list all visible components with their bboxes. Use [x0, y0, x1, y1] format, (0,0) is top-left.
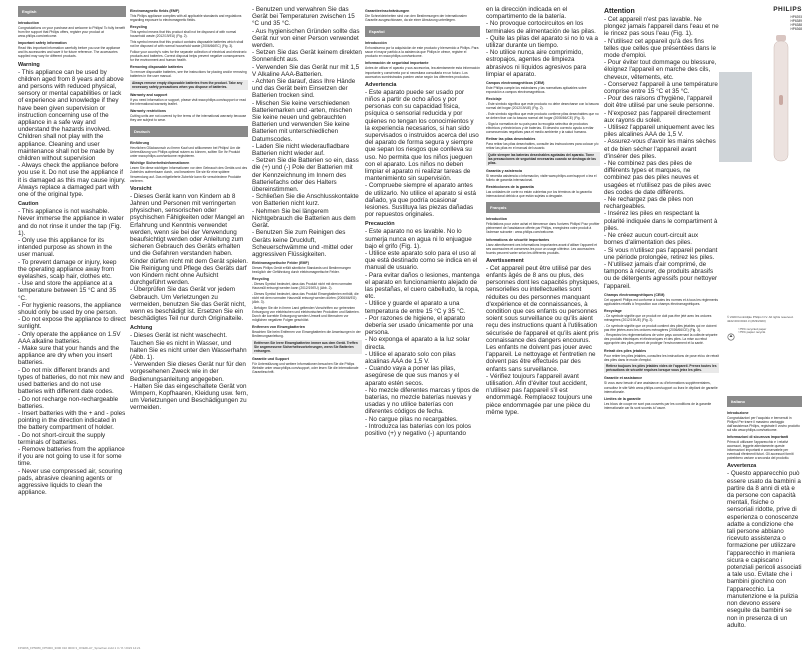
caution-item: - Do not expose the appliance to direct sunlight. — [18, 316, 126, 331]
avertissement-heading: Avertissement — [486, 257, 524, 264]
caution-item: - Do not recharge non-rechargeable batteries. — [18, 395, 119, 410]
attention-item: - N'utilisez jamais d'air comprimé, de tampons à récurer, de produits abrasifs ou de détergents agressifs pour nettoyer l'appareil. — [604, 260, 718, 290]
retirar-note: Quite siempre las baterías desechables agotadas del aparato. Tome las precauciones de seguridad necesarias cuando se deshaga de las pilas. — [486, 152, 600, 166]
recycling-heading-de: Recycling — [252, 277, 269, 282]
caution-item: - Insert batteries with the + and - poles pointing in the direction indicated in the battery compartment of holder. — [18, 409, 126, 432]
garantie-text-fr: Si vous avez besoin d'une assistance ou d'informations supplémentaires, consultez le site Web www.philips.com/support ou lisez le dépliant de garantie internationale. — [604, 381, 718, 394]
attention-item: - Utilisez l'appareil uniquement avec les piles alcalines AAA de 1,5 V. — [604, 124, 715, 139]
precaucion-item: - No mezcle diferentes marcas y tipos de baterías, no mezcle baterías nuevas y usadas y no utilice baterías con diferentes códigos de fecha. — [365, 386, 480, 416]
cover-spacer — [727, 31, 802, 316]
attention-item: - N'exposez pas l'appareil directement aux rayons du soleil. — [604, 109, 711, 124]
column-german-spanish — [365, 6, 480, 636]
attention-item: - Ne combinez pas des piles de différents types et marques, ne combinez pas des piles neuves et usagées et n'utilisez pas de piles avec des codes de date différents. — [604, 160, 711, 196]
recycle-marks — [727, 328, 802, 346]
retirar-text: Para retirar las pilas desechables, consulte las instrucciones para colocar y/o retirar las pilas en el manual del usuario. — [486, 141, 599, 150]
caution-item: - Only use this appliance for its intended purpose as shown in the user manual. — [18, 237, 113, 259]
recycling-heading-es: Reciclaje — [486, 97, 502, 102]
vorsicht-list — [130, 193, 248, 323]
safety-heading-fr: Informations de sécurité importantes — [486, 237, 550, 242]
achtung-item: - Achten Sie darauf, dass Ihre Hände und das Gerät beim Einsetzen der Batterien trocken sind. — [252, 78, 356, 100]
language-header-french: Français — [486, 202, 600, 213]
attention-item: - Si vous n'utilisez pas l'appareil pendant une période prolongée, retirez les piles. — [604, 246, 718, 261]
precaucion-item: - Cuando vaya a poner las pilas, asegúrese de que sus manos y el aparato estén secos. — [365, 365, 460, 387]
language-header-italian: Italiano — [727, 396, 802, 407]
caution-item: - This appliance is not washable. Never immerse the appliance in water and do not rinse it under the tap (Fig. 1). — [18, 208, 124, 237]
precaucion-item: - No exponga el aparato a la luz solar directa. — [365, 336, 470, 351]
column-english-german — [130, 6, 248, 636]
intro-text-it: Congratulazioni per l'acquisto e benvenuti in Philips! Per trarre il massimo vantaggio dall'assistenza Philips, registrate il vostro prodotto sul sito www.philips.com/welcome. — [727, 415, 800, 432]
emf-heading: Electromagnetic fields (EMF) — [130, 9, 180, 13]
safety-text-fr: Lisez attentivement ces informations importantes avant d'utiliser l'appareil et ses accessoires et conservez-les pour un usage ultérieur. Les accessoires fournis peuvent varier selon les différents produits. — [486, 242, 598, 255]
intro-text-fr: Félicitations pour votre achat et bienvenue dans l'univers Philips! Pour profiter pleinement de l'assistance offerte par Philips, enregistrez votre produit à l'adresse suivante : www.philips.com/welcome. — [486, 222, 600, 235]
precaucion-item: - No cargue pilas no recargables. — [365, 415, 458, 423]
recycling-item-de: - Dieses Symbol bedeutet, dass das Produkt Einwegbatterien enthält, die nicht mit dem normalen Hausmüll entsorgt werden dürfen (2006/66/EG) (Abb. 3). — [252, 291, 359, 305]
column-english-1 — [18, 6, 126, 636]
avertissement-list — [486, 265, 600, 416]
warning-list — [18, 69, 126, 199]
caution-item: - Do not short-circuit the supply terminals of batteries. — [18, 431, 106, 446]
garantia-heading: Garantía y asistencia — [486, 168, 522, 173]
column-german-2 — [252, 6, 362, 636]
precaucion-item: - Utilice este aparato solo para el uso al que está destinado como se indica en el manual de usuario. — [365, 250, 478, 272]
recycling-item-es: - Este símbolo significa que este producto no debe desecharse con la basura normal del hogar (2012/19/UE) (Fig. 2). — [486, 102, 599, 111]
warranty-text: If you need information or support, please visit www.philips.com/support or read the international warranty leaflet. — [130, 97, 246, 106]
achtung-heading: Achtung — [130, 325, 153, 332]
warranty-restrictions-text: Cutting units are not covered by the terms of the international warranty because they are subject to wear. — [130, 113, 247, 122]
intro-heading-es: Introducción — [365, 41, 387, 46]
precaucion-item: - Para evitar daños o lesiones, mantenga el aparato en funcionamiento alejado de las pestañas, el cuero cabelludo, la ropa, etc. — [365, 271, 480, 301]
attention-item: - Cet appareil n'est pas lavable. Ne plongez jamais l'appareil dans l'eau et ne le rincez pas sous l'eau (Fig. 1). — [604, 16, 719, 38]
garantie-text: Für Unterstützung und weitere Informationen besuchen Sie die Philips Website unter www.philips.com/support, oder lesen Sie die internationale Garantieschrift. — [252, 362, 359, 375]
emf-heading-fr: Champs électromagnétiques (CEM) — [604, 292, 665, 297]
precaucion-item: - Este aparato no es lavable. No lo sumerja nunca en agua ni lo enjuague bajo el grifo (Fig. 1). — [365, 228, 472, 250]
caution-heading: Caution — [18, 201, 39, 208]
attention-item: - Insérez les piles en respectant la polarité indiquée dans le compartiment à piles. — [604, 210, 718, 232]
intro-heading: Introduction — [18, 21, 39, 25]
caution-item: - For hygienic reasons, the appliance should only be used by one person. — [18, 301, 122, 317]
safety-heading-es: Información de seguridad importante — [365, 61, 429, 66]
caution-item: - Make sure that your hands and the appliance are dry when you insert batteries. — [18, 345, 120, 367]
recycling-item-es: - Este símbolo significa que este producto contiene pilas desechables que no se deben tirar con la basura normal del hogar (2006/66/CE) (Fig. 3). — [486, 111, 599, 120]
caution-item: - Do not mix different brands and types of batteries, do not mix new and used batteries and do not use batteries with different date codes. — [18, 366, 125, 396]
achtung-continued-list — [252, 6, 362, 258]
attention-item: - Assurez-vous d'avoir les mains sèches et de bien sécher l'appareil avant d'insérer des piles. — [604, 138, 716, 160]
garantie-restrictions-text: Die Schneideinheiten sind von den Bestimmungen der internationalen Garantie ausgeschlossen, da sie einer Abnutzung unterliegen. — [365, 14, 467, 23]
retrait-note: Retirez toujours les piles jetables vides de l'appareil. Prenez toutes les précautions de sécurité requises lorsque vous jetez les piles. — [604, 363, 719, 373]
philips-logo: PHILIPS — [773, 6, 802, 13]
caution-item: - Never use compressed air, scouring pads, abrasive cleaning agents or aggressive liquids to clean the appliance. — [18, 467, 123, 497]
recycling-item-es: - Siga la normativa de su país para la recogida selectiva de productos eléctricos y electrónicos y de baterías. El desecho correcto ayuda a evitar consecuencias negativas para el medio ambiente y la salud humana. — [486, 121, 594, 134]
model-number: HP6388 — [790, 23, 802, 27]
recycling-item: Follow your country's rules for the separate collection of electrical and electronic products and batteries. Correct disposal helps prevent negative consequences for the environment and human health. — [130, 49, 247, 62]
column-spanish-french — [486, 6, 600, 636]
model-list — [727, 15, 802, 31]
warranty-restrictions-heading: Warranty restrictions — [130, 108, 167, 113]
emf-text: This Philips appliance complies with all applicable standards and regulations regarding exposure to electromagnetic fields. — [130, 14, 242, 23]
advertencia-heading: Advertencia — [365, 81, 397, 88]
achtung-item: - Setzen Sie die Batterien so ein, dass die (+) und (-) Pole der Batterien mit der Kennzeichnung im Innern des Batteriefachs oder des Halters übereinstimmen. — [252, 157, 359, 194]
removing-batteries-heading: Removing disposable batteries — [130, 64, 184, 69]
retrait-heading: Retrait des piles jetables — [604, 348, 647, 353]
model-number: HP6393 — [790, 15, 802, 19]
achtung-item: - Benutzen Sie zum Reinigen des Geräts keine Druckluft, Scheuerschwämme und -mittel oder aggressiven Flüssigkeiten. — [252, 229, 353, 258]
intro-text: Congratulations on your purchase and welcome to Philips! To fully benefit from the support that Philips offers, register your product at www.philips.com/welcome. — [18, 26, 125, 39]
attention-item: - Ne créez aucun court-circuit aux bornes d'alimentation des piles. — [604, 232, 699, 247]
caution-item: - Remove batteries from the appliance if you are not going to use it for some time. — [18, 445, 125, 468]
precaucion-item: - Utilice y guarde el aparato a una temperatura de entre 15 °C y 35 °C. — [365, 300, 466, 315]
recycling-item-fr: - Ce symbole signifie que ce produit contient des piles jetables qui ne doivent pas être jetées avec les ordures ménagères (2006/66/CE) (Fig. 3). — [604, 323, 717, 332]
warning-heading: Warning — [18, 61, 40, 68]
vorsicht-heading: Vorsicht — [130, 185, 152, 192]
achtung-item: - Schließen Sie die Anschlusskontakte von Batterien nicht kurz. — [252, 193, 359, 208]
recycled-paper-label: >75% recycled paper — [738, 326, 767, 331]
caution-item: - Only operate the appliance on 1.5V AAA alkaline batteries. — [18, 330, 121, 345]
safety-heading-it: Informazioni di sicurezza importanti — [727, 434, 789, 439]
language-header-english: English — [18, 6, 126, 17]
entfernen-text: Beachten Sie beim Entfernen von Einwegbatterien die Anweisungen in der Bedienungsanleitung. — [252, 330, 361, 339]
avvertenza-text: - Questo apparecchio può essere usato da bambini a partire da 8 anni di età e da persone con capacità mentali, fisiche o sensoriali ridotte, prive di esperienza o conoscenze adatte a condizione che tali persone abbiano ricevuto assistenza o formazione per utilizzare l'apparecchio in maniera sicura e capiscano i potenziali pericoli associati a tale uso. Evitate che i bambini giochino con l'apparecchio. La manutenzione e la pulizia non devono essere eseguite da bambini se non in presenza di un adulto. — [727, 470, 802, 629]
recycling-heading: Recycling — [130, 25, 147, 30]
attention-item: - N'utilisez cet appareil qu'à des fins telles que celles que présentées dans le mode d'emploi. — [604, 37, 717, 60]
achtung-item: - Laden Sie nicht wiederaufladbare Batterien nicht wieder auf. — [252, 142, 350, 158]
emf-heading-de: Elektromagnetische Felder (EMF) — [252, 261, 309, 266]
attention-heading: Attention — [604, 8, 635, 15]
safety-text-es: Antes de utilizar el aparato y sus accesorios, lea atentamente esta información importante y consérvela por si necesitara consultarla en un futuro. Los accesorios suministrados pueden variar según los diferentes productos. — [365, 66, 480, 79]
garantie-heading: Garantie und Support — [252, 357, 289, 362]
precaucion-item: - Por razones de higiene, el aparato debería ser usado únicamente por una persona. — [365, 314, 474, 337]
garantie-heading-fr: Garantie et assistance — [604, 376, 643, 381]
einfuehrung-text: Herzlichen Glückwunsch zu Ihrem Kauf und willkommen bei Philips! Um die Unterstützung von Philips optimal nutzen zu können, sollten Sie Ihr Produkt unter www.philips.com/welcome registrieren. — [130, 146, 241, 159]
attention-item: - Ne rechargez pas de piles non rechargeables. — [604, 196, 694, 211]
achtung-item: - Dieses Gerät ist nicht waschecht. Tauchen Sie es nicht in Wasser, und halten Sie es nicht unter den Wasserhahn (Abb. 1). — [130, 332, 247, 362]
precaucion-item: - Utilice el aparato solo con pilas alcalinas AAA de 1,5 V. — [365, 350, 456, 366]
garantia-text: Si necesita asistencia o información, visite www.philips.com/support o lea el folleto de garantía internacional. — [486, 173, 597, 182]
restricciones-heading: Restricciones de la garantía — [486, 185, 534, 190]
safety-heading: Important safety information — [18, 41, 67, 46]
entfernen-note: Entfernen Sie leere Einwegbatterien immer aus dem Gerät. Treffen Sie angemessene Sicherheitsvorkehrungen, wenn Sie Batterien entsorgen. — [252, 340, 362, 354]
attention-item: - Conservez l'appareil à une température comprise entre 15 °C et 35 °C. — [604, 80, 718, 96]
achtung-item: - Halten Sie das eingeschaltete Gerät von Wimpern, Kopfhaaren, Kleidung usw. fern, um Verletzungen und Beschädigungen zu vermeiden. — [130, 382, 248, 412]
precaucion-item: - No provoque cortocircuitos en los terminales de alimentación de las pilas. — [486, 20, 596, 35]
precaucion-item: - Introduzca las baterías con los polos positivo (+) y negativo (-) apuntando — [365, 422, 472, 438]
attention-item: - Pour éviter tout dommage ou blessure, éloignez l'appareil en marche des cils, cheveux, vêtements, etc. — [604, 59, 717, 81]
precaucion-continued-list — [486, 6, 600, 78]
advertencia-list — [365, 89, 480, 219]
emf-text-es: Este Philips cumple los estándares y las normativas aplicables sobre exposición a campos electromagnéticos. — [486, 86, 587, 95]
intro-heading-fr: Introduction — [486, 217, 507, 222]
retrait-text: Pour retirer les piles jetables, consultez les instructions de pose et/ou de retrait des piles dans le mode d'emploi. — [604, 353, 719, 362]
emf-text-fr: Cet appareil Philips est conforme à toutes les normes et à tous les règlements applicables relatifs à l'exposition aux champs électromagnétiques. — [604, 297, 718, 306]
recycling-item-de: - Befolgen Sie die in Ihrem Land geltenden Vorschriften zur getrennten Entsorgung von elektrischen und elektronischen Produkten und Batterien. Durch die korrekte Entsorgung werden Umwelt und Menschen vor möglichen negativen Folgen geschützt. — [252, 305, 360, 323]
recycled-paper-label: >75% papier recyclé — [738, 330, 766, 335]
garantie-restrictions-heading: Garantieeinschränkungen — [365, 9, 410, 13]
limites-text: Les blocs de coupe ne sont pas couverts par les conditions de la garantie internationale car ils sont soumis à l'usure. — [604, 401, 712, 410]
avertissement-item: - Vérifiez toujours l'appareil avant utilisation. Afin d'éviter tout accident, n'utilisez pas l'appareil s'il est endommagé. Remplacez toujours une pièce endommagée par une pièce du même type. — [486, 372, 593, 416]
recycling-item: This symbol means that this product shall not be disposed of with normal household waste (2012/19/EU) (Fig. 2). — [130, 30, 237, 39]
vorsicht-item: - Überprüfen Sie das Gerät vor jedem Gebrauch. Um Verletzungen zu vermeiden, benutzen Sie das Gerät nicht, wenn es beschädigt ist. Ersetzen Sie ein beschädigtes Teil nur durch Originalteile. — [130, 286, 246, 323]
model-number: HP6368 — [790, 27, 802, 31]
recycling-item-fr: - Respectez les réglementations de votre pays concernant la collecte séparée des produits électriques et électroniques et des piles. La mise au rebut appropriée des piles permet de protéger l'environnement et la santé. — [604, 333, 718, 346]
wichtig-heading: Wichtige Sicherheitsinformationen — [130, 161, 190, 166]
safety-text-it: Prima di utilizzare l'apparecchio e i relativi accessori, leggete attentamente queste informazioni importanti e conservatele per eventuali riferimenti futuri. Gli accessori forniti potrebbero variare a seconda del prodotto. — [727, 439, 794, 461]
einfuehrung-heading: Einführung — [130, 141, 150, 146]
entfernen-heading: Entfernen von Einwegbatterien — [252, 325, 305, 330]
safety-text: Read this important information carefully before you use the appliance and its accessories and save it for future reference. The accessories supplied may vary for different products. — [18, 46, 121, 59]
attention-list — [604, 16, 719, 290]
achtung-item: - Verwenden Sie das Gerät nur mit 1,5 V Alkaline AAA-Batterien. — [252, 63, 360, 78]
model-number: HP6389 — [790, 19, 802, 23]
achtung-item: - Aus hygienischen Gründen sollte das Gerät nur von einer Person verwendet werden. — [252, 27, 360, 50]
restricciones-text: Las unidades de corte no están cubiertas por los términos de la garantía internacional debido a que están sujetas a desgaste. — [486, 190, 592, 199]
recycling-item: This symbol means that this product contains disposable batteries which shall not be disposed of with normal household waste (2006/66/EC) (Fig. 3). — [130, 39, 244, 48]
print-slug: FP4066_FP5080_FP5000_3000 010 0000 3_OVERLAY_Sprachen.indd 1 3 / 8 / 2023 14:21 — [18, 646, 141, 650]
wichtig-text: Lesen Sie diese wichtigen Informationen vor dem Gebrauch des Geräts und des Zubehörs aufmerksam durch, und bewahren Sie sie für eine spätere Verwendung auf. Das mitgelieferte Zubehör kann für verschiedene Produkte variieren. — [130, 166, 248, 183]
intro-heading-it: Introduzione — [727, 410, 749, 415]
attention-item: - Pour des raisons d'hygiène, l'appareil doit être utilisé par une seule personne. — [604, 95, 715, 110]
emf-heading-es: Campos electromagnéticos (CEM) — [486, 81, 545, 86]
precaucion-heading: Precaución — [365, 221, 395, 228]
advertencia-item: - Este aparato puede ser usado por niños a partir de ocho años y por personas con su capacidad física, psíquica o sensorial reducida y por quienes no tengan los conocimientos y la experiencia necesarios, si han sido supervisados o instruidos acerca del uso del aparato de forma segura y siempre que sepan los riesgos que conlleva su uso. No permita que los niños jueguen con el aparato. Los niños no deben limpiar el aparato ni realizar tareas de mantenimiento sin supervisión. — [365, 88, 479, 183]
precaucion-list — [365, 228, 480, 437]
achtung-item: - Setzen Sie das Gerät keinem direkten Sonnenlicht aus. — [252, 49, 362, 64]
warning-item: - Always check the appliance before you use it. Do not use the appliance if it is damaged as this may cause injury. Always replace a damaged part with one of the original type. — [18, 162, 126, 199]
achtung-item: - Benutzen und verwahren Sie das Gerät bei Temperaturen zwischen 15 °C und 35 °C. — [252, 6, 355, 28]
achtung-list — [130, 332, 248, 411]
column-french-2 — [604, 6, 719, 636]
warranty-heading: Warranty and support — [130, 92, 168, 97]
recycling-heading-fr: Recyclage — [604, 308, 622, 313]
precaucion-item: - Quite las pilas del aparato si no lo va a utilizar durante un tiempo. — [486, 34, 599, 50]
copyright-text: © 2020 Koninklijke Philips N.V. All rights reserved. 4222.003.0010.3 (26/3/2023) — [727, 315, 794, 323]
language-header-spanish: Español — [365, 26, 480, 37]
recycling-item-de: - Dieses Symbol bedeutet, dass das Produkt nicht mit dem normalen Hausmüll entsorgt werden kann (2012/19/EU) (Abb. 2). — [252, 282, 353, 291]
limites-heading: Limites de la garantie — [604, 396, 641, 401]
retirar-heading: Retirar las pilas desechables — [486, 136, 536, 141]
vorsicht-item: - Dieses Gerät kann von Kindern ab 8 Jahren und Personen mit verringerten physischen, sensorischen oder psychischen Fähigkeiten oder Mangel an Erfahrung und Kenntnis verwendet werden, wenn sie bei der Verwendung beaufsichtigt werden oder Anleitung zum sicheren Gebrauch des Geräts erhalten und die Gefahren verstanden haben. Kinder dürfen nicht mit dem Gerät spielen. Die Reinigung und Pflege des Geräts darf von Kindern nicht ohne Aufsicht durchgeführt werden. — [130, 192, 248, 287]
precaucion-item: en la dirección indicada en el compartimento de la batería. — [486, 6, 568, 21]
caution-item: - Use and store the appliance at a temperature between 15 °C and 35 °C. — [18, 280, 117, 302]
caution-item: - To prevent damage or injury, keep the operating appliance away from eyelashes, scalp hair, clothes etc. — [18, 258, 117, 281]
avertissement-item: - Cet appareil peut être utilisé par des enfants âgés de 8 ans ou plus, des personnes dont les capacités physiques, sensorielles ou intellectuelles sont réduites ou des personnes manquant d'expérience et de connaissances, à condition que ces enfants ou personnes soient sous surveillance ou qu'ils aient reçu des instructions quant à l'utilisation sécurisée de l'appareil et qu'ils aient pris connaissance des dangers encourus. Les enfants ne doivent pas jouer avec l'appareil. Le nettoyage et l'entretien ne doivent pas être effectués par des enfants sans surveillance. — [486, 264, 600, 373]
warning-item: - This appliance can be used by children aged from 8 years and above and persons with reduced physical, sensory or mental capabilities or lack of experience and knowledge if they have been given supervision or instruction concerning use of the appliance in a safe way and understand the hazards involved. Children shall not play with the appliance. Cleaning and user maintenance shall not be made by children without supervision — [18, 68, 124, 162]
caution-list — [18, 208, 126, 496]
recycling-item-fr: - Ce symbole signifie que ce produit ne doit pas être jeté avec les ordures ménagères (2012/19/UE) (Fig. 2). — [604, 313, 712, 322]
intro-text-es: Enhorabuena por la adquisición de este producto y bienvenido a Philips. Para sacar el mayor partido a la asistencia que Philips le ofrece, registre el producto en www.philips.com/welcome. — [365, 46, 479, 59]
removing-batteries-note: Always remove empty disposable batteries from the product. Take any necessary safety precautions when you dispose of batteries. — [130, 80, 248, 90]
precaucion-item: - No utilice nunca aire comprimido, estropajos, agentes de limpieza abrasivos ni líquidos agresivos para limpiar el aparato. — [486, 49, 587, 78]
achtung-item: - Nehmen Sie bei längerem Nichtgebrauch die Batterien aus dem Gerät. — [252, 207, 356, 230]
emf-text-de: Dieses Philips Gerät erfüllt sämtliche Standards und Bestimmungen bezüglich der Gefährdung durch elektromagnetische Felder. — [252, 266, 351, 275]
achtung-item: - Mischen Sie keine verschiedenen Batteriemarken und -arten, mischen Sie keine neuen und gebrauchten Batterien und verwenden Sie keine Batterien mit unterschiedlichen Datumscodes. — [252, 99, 353, 143]
avvertenza-heading: Avvertenza — [727, 463, 757, 470]
achtung-item: - Verwenden Sie dieses Gerät nur für den vorgesehenen Zweck wie in der Bedienungsanleitung angegeben. — [130, 361, 246, 383]
removing-batteries-text: To remove disposable batteries, see the instructions for placing and/or removing batteries in the user manual. — [130, 69, 247, 78]
recycle-icon — [727, 328, 735, 346]
column-cover-italian — [727, 6, 802, 636]
language-header-german: Deutsch — [130, 126, 248, 137]
advertencia-item: - Compruebe siempre el aparato antes de utilizarlo. No utilice el aparato si está dañado, ya que podría ocasionar lesiones. Sustituya las piezas dañadas por repuestos originales. — [365, 182, 476, 219]
